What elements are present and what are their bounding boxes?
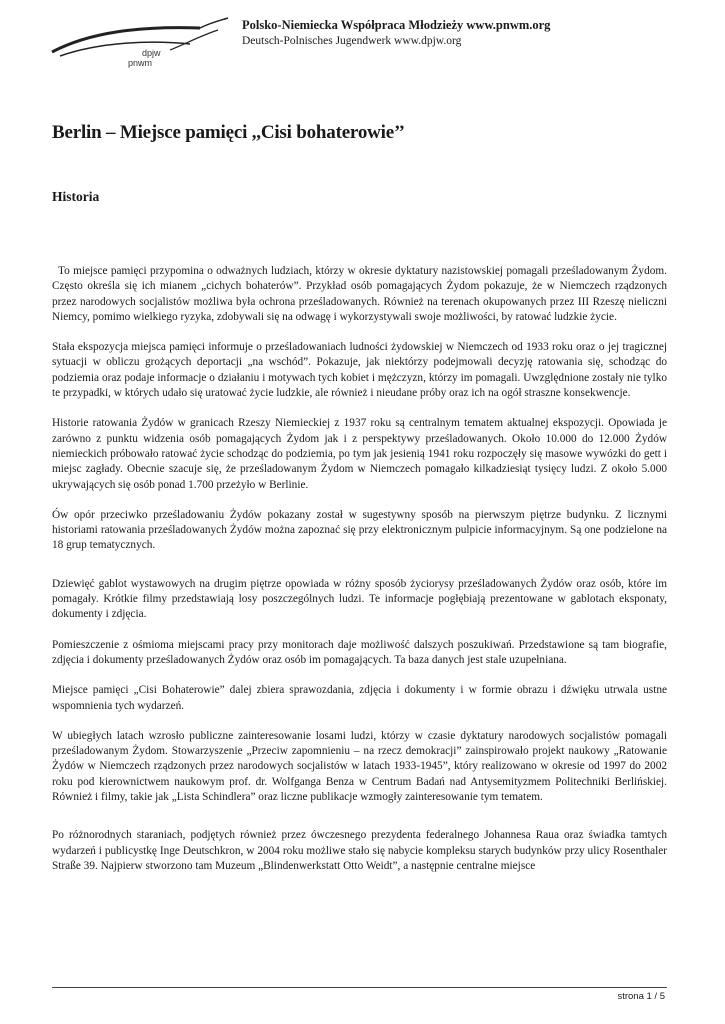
dpjw-pnwm-logo [50,14,230,74]
document-title: Berlin – Miejsce pamięci ,,Cisi bohaterowie’’ [52,122,405,143]
paragraph: Po różnorodnych staraniach, podjętych również przez ówczesnego prezydenta federalnego Johannesa Raua oraz świadka tamtych wydarzeń i publicystkę Inge Deutschkron, w 2004 roku możliwe stało się nabycie kompleksu starych budynków przy ulicy Rosenthaler Straße 39. Najpierw stworzono tam Muzeum „Blindenwerkstatt Otto Weidt”, a następnie centralne miejsce [52,829,667,872]
footer-rule [52,987,667,988]
organization-header [242,17,550,49]
org-name-german: Deutsch-Polnisches Jugendwerk www.dpjw.org [242,35,462,47]
paragraph: Miejsce pamięci „Cisi Bohaterowie” dalej zbiera sprawozdania, zdjęcia i dokumenty i w formie obrazu i dźwięku utrwala ustne wspomnienia tych wydarzeń. [52,684,667,712]
org-name-polish: Polsko-Niemiecka Współpraca Młodzieży www.pnwm.org [242,18,551,32]
page-number: strona 1 / 5 [617,991,665,1002]
paragraph: To miejsce pamięci przypomina o odważnych ludziach, którzy w okresie dyktatury nazistowskiej pomagali prześladowanym Żydom. Często określa się ich mianem „cichych bohaterów”. Przykład osób pomagających Żydom pokazuje, że w Niemczech rządzonych przez narodowych socjalistów możliwa była ochrona prześladowanych. Również na terenach okupowanych przez III Rzeszę nieliczni Niemcy, pomimo wielkiego ryzyka, zdobywali się na odwagę i wykorzystywali swoje możliwości, by ratować ludzkie życie. [52,265,667,323]
document-body [52,264,667,889]
section-heading: Historia [52,189,100,204]
paragraph: Dziewięć gablot wystawowych na drugim piętrze opowiada w różny sposób życiorysy prześladowanych Żydów oraz osób, które im pomagały. Krótkie filmy przedstawiają losy poszczególnych ludzi. Te informacje pogłębiają prezentowane w gablotach eksponaty, dokumenty i zdjęcia. [52,577,667,621]
logo-text-pnwm: pnwm [128,58,153,68]
logo-text-dpjw: dpjw [142,48,161,58]
paragraph: Historie ratowania Żydów w granicach Rzeszy Niemieckiej z 1937 roku są centralnym tematem aktualnej ekspozycji. Opowiada je zarówno z punktu widzenia osób pomagających Żydom jak i z perspektywy prześladowanych. Około 10.000 do 12.000 Żydów niemieckich próbowało ratować życie schodząc do podziemia, po tym jak jesienią 1941 roku rozpoczęły się masowe wywózki do gett i miejsc zagłady. Obecnie szacuje się, że prześladowanym Żydom w Niemczech pomagało kilkadziesiąt tysięcy ludzi. Z około 5.000 ukrywających się osób ponad 1.700 przeżyło w Berlinie. [52,417,667,491]
paragraph: W ubiegłych latach wzrosło publiczne zainteresowanie losami ludzi, którzy w czasie dyktatury narodowych socjalistów pomagali prześladowanym Żydom. Stowarzyszenie „Przeciw zapomnieniu – na rzecz demokracji” zainspirowało projekt naukowy „Ratowanie Żydów w Niemczech rządzonych przez narodowych socjalistów w latach 1933-1945”, który realizowano w okresie od 1997 do 2002 roku pod kierownictwem naukowym prof. dr. Wolfganga Benza w Centrum Badań nad Antysemityzmem Politechniki Berlińskiej. Również i filmy, takie jak „Lista Schindlera” oraz liczne publikacje wzmogły zainteresowanie tym tematem. [52,729,667,804]
paragraph: Pomieszczenie z ośmioma miejscami pracy przy monitorach daje możliwość dalszych poszukiwań. Przedstawione są tam biografie, zdjęcia i dokumenty prześladowanych Żydów oraz osób im pomagających. Ta baza danych jest stale uzupełniana. [52,638,667,666]
paragraph: Ów opór przeciwko prześladowaniu Żydów pokazany został w sugestywny sposób na pierwszym piętrze budynku. Z licznymi historiami ratowania prześladowanych Żydów można zapoznać się przy elektronicznym pulpicie informacyjnym. Są one podzielone na 18 grup tematycznych. [52,508,667,552]
paragraph: Stała ekspozycja miejsca pamięci informuje o prześladowaniach ludności żydowskiej w Niemczech od 1933 roku oraz o jej tragicznej sytuacji w obliczu grożących deportacji „na wschód”. Pokazuje, jak niektórzy podejmowali decyzję ratowania się, schodząc do podziemia oraz podaje informacje o działaniu i motywach tych kobiet i mężczyzn, którzy im pomagali. Uwzględnione zostały nie tylko te przypadki, w których udało się uratować życie ludzkie, ale również i nieudane próby oraz ich na ogół straszne konsekwencje. [52,341,667,400]
